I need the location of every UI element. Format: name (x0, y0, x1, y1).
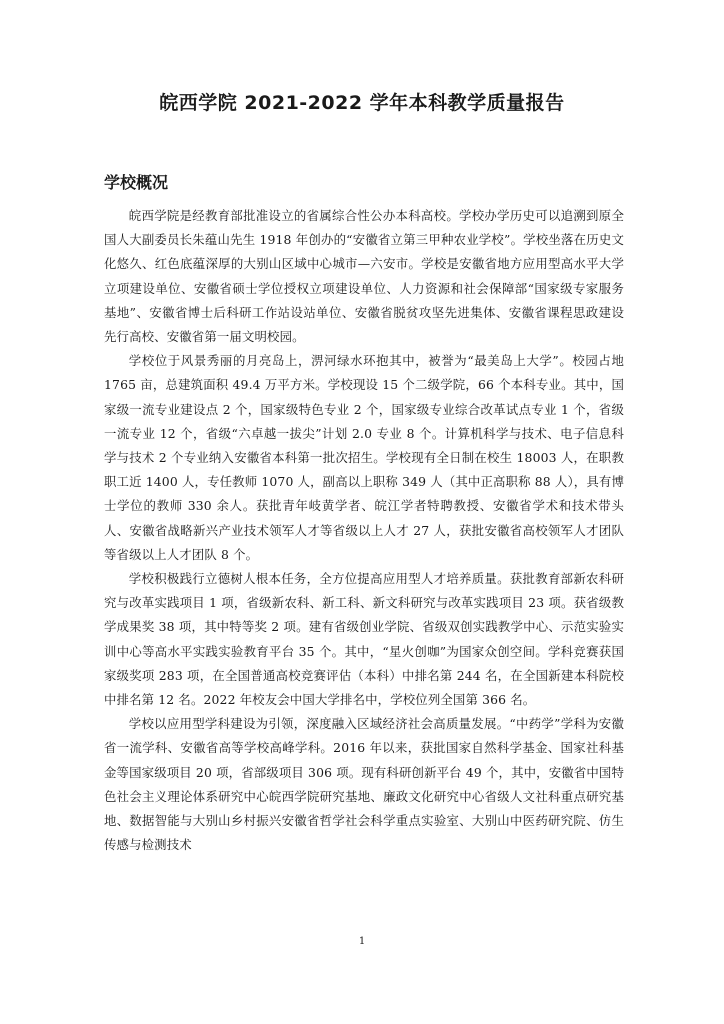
paragraph: 学校位于风景秀丽的月亮岛上，淠河绿水环抱其中，被誉为“最美岛上大学”。校园占地 1765 亩，总建筑面积 49.4 万平方米。学校现设 15 个二级学院，66 个本科专业。其中，国家级一流专业建设点 2 个，国家级特色专业 2 个，国家级专业综合改革试点专业 1 个，省级一流专业 12 个，省级“六卓越一拔尖”计划 2.0 专业 8 个。计算机科学与技术、电子信息科学与技术 2 个专业纳入安徽省本科第一批次招生。学校现有全日制在校生 18003 人，在职教职工近 1400 人，专任教师 1070 人，副高以上职称 349 人（其中正高职称 88 人），具有博士学位的教师 330 余人。获批青年岐黄学者、皖江学者特聘教授、安徽省学术和技术带头人、安徽省战略新兴产业技术领军人才等省级以上人才 27 人，获批安徽省高校领军人才团队等省级以上人才团队 8 个。 (104, 353, 624, 562)
document-title: 皖西学院 2021-2022 学年本科教学质量报告 (159, 92, 565, 114)
paragraph: 学校积极践行立德树人根本任务，全方位提高应用型人才培养质量。获批教育部新农科研究与改革实践项目 1 项，省级新农科、新工科、新文科研究与改革实践项目 23 项。获省级教学成果奖 38 项，其中特等奖 2 项。建有省级创业学院、省级双创实践教学中心、示范实验实训中心等高水平实践实验教育平台 35 个。其中，“星火创咖”为国家众创空间。学科竞赛获国家级奖项 283 项，在全国普通高校竞赛评估（本科）中排名第 244 名，在全国新建本科院校中排名第 12 名。2022 年校友会中国大学排名中，学校位列全国第 366 名。 (104, 571, 624, 708)
page-number: 1 (358, 936, 366, 947)
paragraph: 皖西学院是经教育部批准设立的省属综合性公办本科高校。学校办学历史可以追溯到原全国人大副委员长朱蕴山先生 1918 年创办的“安徽省立第三甲种农业学校”。学校坐落在历史文化悠久、红色底蕴深厚的大别山区域中心城市—六安市。学校是安徽省地方应用型高水平大学立项建设单位、安徽省硕士学位授权立项建设单位、人力资源和社会保障部“国家级专家服务基地”、安徽省博士后科研工作站设站单位、安徽省脱贫攻坚先进集体、安徽省课程思政建设先行高校、安徽省第一届文明校园。 (104, 208, 624, 345)
section-heading: 学校概况 (104, 173, 169, 192)
paragraph: 学校以应用型学科建设为引领，深度融入区域经济社会高质量发展。“中药学”学科为安徽省一流学科、安徽省高等学校高峰学科。2016 年以来，获批国家自然科学基金、国家社科基金等国家级项目 20 项，省部级项目 306 项。现有科研创新平台 49 个，其中，安徽省中国特色社会主义理论体系研究中心皖西学院研究基地、廉政文化研究中心省级人文社科重点研究基地、数据智能与大别山乡村振兴安徽省哲学社会科学重点实验室、大别山中医药研究院、仿生传感与检测技术 (104, 716, 624, 853)
body-text (104, 204, 624, 857)
